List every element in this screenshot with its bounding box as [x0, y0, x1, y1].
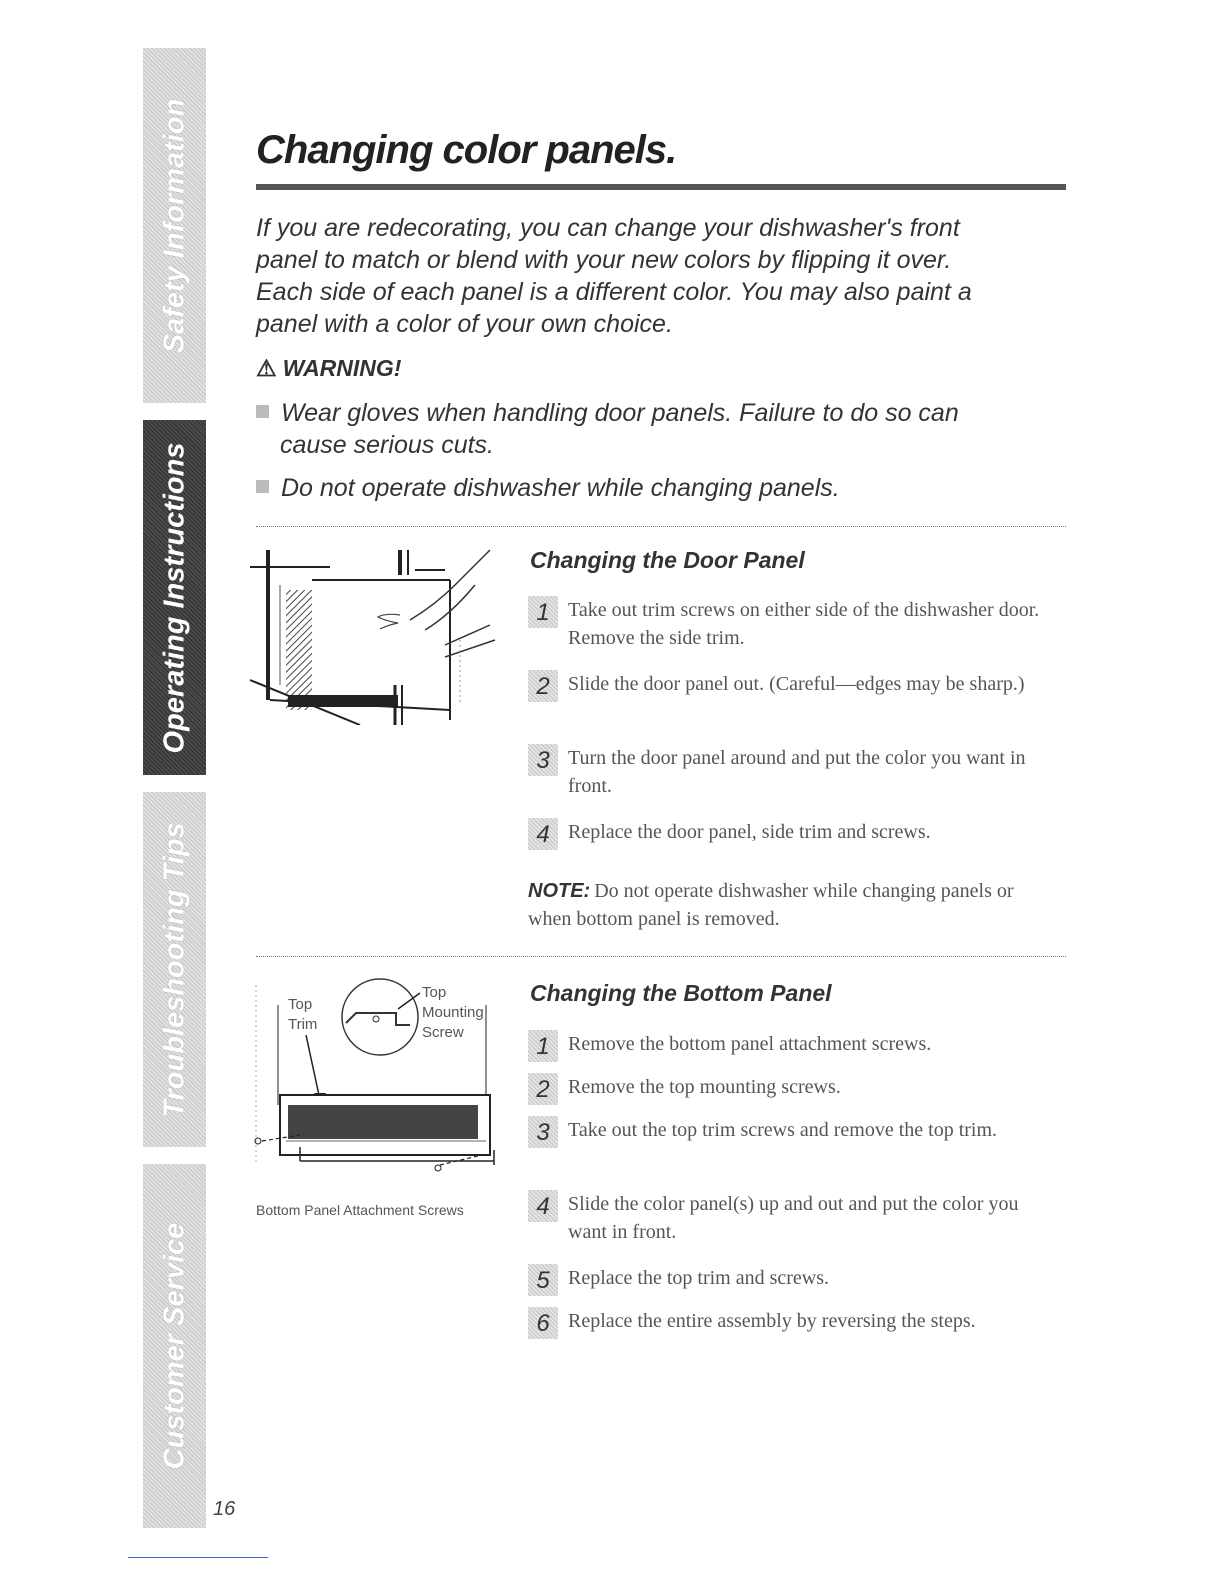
intro-paragraph: If you are redecorating, you can change your dishwasher's front panel to match or blend with your new colors by flipping it over. Each side of each panel is a different color. You may also paint a panel with a color of your own choice.: [256, 214, 972, 338]
step-text: Remove the top mounting screws.: [568, 1076, 841, 1098]
warning-item: [256, 397, 976, 461]
step-text: Take out trim screws on either side of the dishwasher door. Remove the side trim.: [568, 599, 1040, 649]
bottom-panel-heading: Changing the Bottom Panel: [530, 980, 832, 1006]
step-number: 3: [528, 744, 558, 776]
bullet-square-icon: [256, 480, 269, 493]
step-text: Replace the entire assembly by reversing the steps.: [568, 1310, 976, 1332]
bottom-panel-step: [528, 1264, 1048, 1292]
door-panel-step: [528, 818, 1048, 846]
bottom-panel-step: [528, 1307, 1048, 1335]
label-top-mounting-screw: Screw: [422, 1024, 464, 1041]
step-number: 2: [528, 1073, 558, 1105]
tab-label: Safety Information: [158, 98, 190, 353]
section-divider: [256, 956, 1066, 957]
step-number: 4: [528, 818, 558, 850]
page-title: Changing color panels.: [256, 128, 677, 172]
note-text: Do not operate dishwasher while changing panels or when bottom panel is removed.: [528, 880, 1014, 930]
step-number: 1: [528, 596, 558, 628]
tab-troubleshooting-tips[interactable]: [143, 792, 206, 1149]
label-top-mounting-screw: Mounting: [422, 1004, 484, 1021]
door-panel-step: [528, 596, 1048, 652]
warning-item: [256, 472, 976, 504]
bottom-panel-step: [528, 1190, 1048, 1246]
door-panel-step: [528, 670, 1048, 698]
title-rule: [256, 184, 1066, 190]
label-top-trim: Trim: [288, 1016, 318, 1033]
step-number: 1: [528, 1030, 558, 1062]
door-panel-illustration: [250, 545, 510, 725]
warning-line: cause serious cuts.: [280, 431, 494, 459]
step-text: Replace the door panel, side trim and screws.: [568, 821, 931, 843]
step-text: Slide the color panel(s) up and out and put the color you want in front.: [568, 1193, 1019, 1243]
bullet-square-icon: [256, 405, 269, 418]
page-number: 16: [213, 1498, 236, 1520]
bottom-panel-step: [528, 1073, 1048, 1101]
footer-line: [128, 1557, 268, 1558]
tab-operating-instructions[interactable]: [143, 420, 206, 777]
note: [528, 877, 1048, 933]
tab-label: Operating Instructions: [158, 442, 190, 753]
tab-safety-information[interactable]: [143, 48, 206, 405]
warning-line: Wear gloves when handling door panels. Failure to do so can: [281, 399, 959, 427]
step-number: 2: [528, 670, 558, 702]
warning-heading: [256, 355, 401, 382]
tab-label: Customer Service: [158, 1222, 190, 1470]
step-text: Slide the door panel out. (Careful—edges may be sharp.): [568, 673, 1025, 695]
section-divider: [256, 526, 1066, 527]
tab-customer-service[interactable]: [143, 1164, 206, 1530]
step-text: Take out the top trim screws and remove the top trim.: [568, 1119, 998, 1141]
step-number: 3: [528, 1116, 558, 1148]
step-number: 5: [528, 1264, 558, 1296]
step-text: Replace the top trim and screws.: [568, 1267, 830, 1289]
step-text: Turn the door panel around and put the color you want in front.: [568, 747, 1026, 797]
label-top-mounting-screw: Top: [422, 984, 447, 1001]
bottom-panel-step: [528, 1116, 1048, 1144]
step-number: 4: [528, 1190, 558, 1222]
step-number: 6: [528, 1307, 558, 1339]
warning-line: Do not operate dishwasher while changing panels.: [281, 474, 840, 502]
label-bottom-panel-attachment-screws: Bottom Panel Attachment Screws: [256, 1202, 464, 1218]
bottom-panel-step: [528, 1030, 1048, 1058]
label-top-trim: Top: [288, 996, 313, 1013]
note-label: NOTE:: [528, 880, 591, 902]
door-panel-step: [528, 744, 1048, 800]
warning-label: WARNING!: [282, 355, 402, 381]
step-text: Remove the bottom panel attachment screws.: [568, 1033, 932, 1055]
warning-triangle-icon: ⚠: [256, 355, 277, 381]
door-panel-heading: Changing the Door Panel: [530, 547, 805, 573]
tab-label: Troubleshooting Tips: [158, 821, 190, 1118]
bottom-panel-illustration: [250, 965, 505, 1220]
